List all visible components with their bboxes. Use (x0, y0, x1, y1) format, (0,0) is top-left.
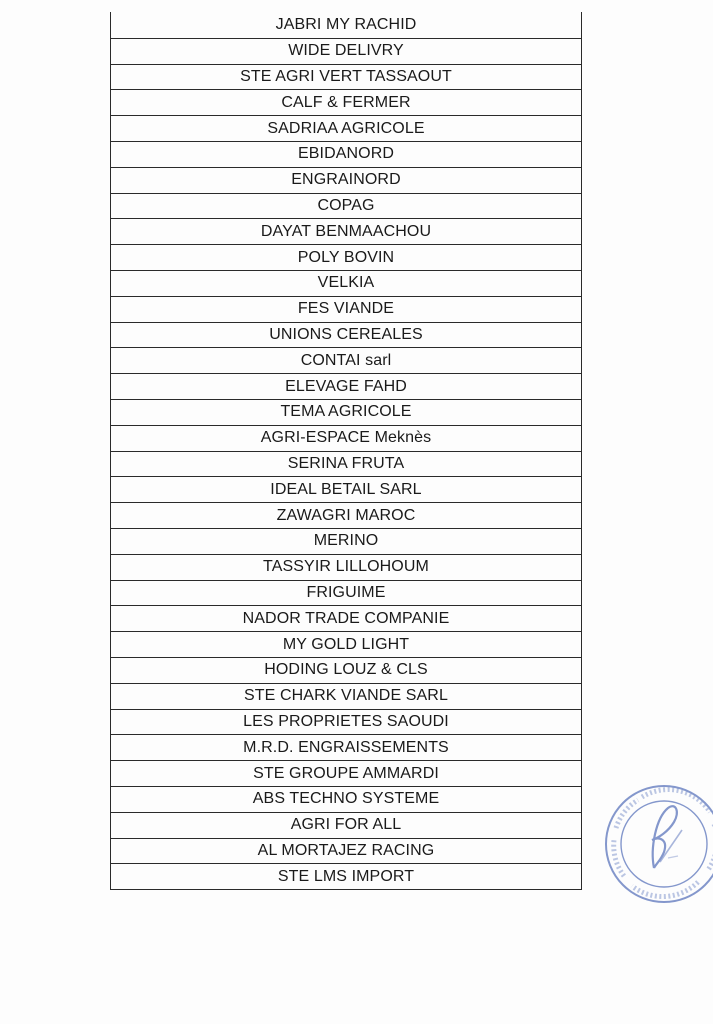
table-row: SERINA FRUTA (111, 451, 581, 477)
table-row: TASSYIR LILLOHOUM (111, 554, 581, 580)
table-row: EBIDANORD (111, 141, 581, 167)
table-row: MERINO (111, 528, 581, 554)
table-row: SADRIAA AGRICOLE (111, 115, 581, 141)
table-row: M.R.D. ENGRAISSEMENTS (111, 734, 581, 760)
table-row: HODING LOUZ & CLS (111, 657, 581, 683)
table-row: CONTAI sarl (111, 347, 581, 373)
table-row: ENGRAINORD (111, 167, 581, 193)
table-row: ABS TECHNO SYSTEME (111, 786, 581, 812)
table-row: VELKIA (111, 270, 581, 296)
table-row: UNIONS CEREALES (111, 322, 581, 348)
table-row: POLY BOVIN (111, 244, 581, 270)
table-row: LES PROPRIETES SAOUDI (111, 709, 581, 735)
table-row: CALF & FERMER (111, 89, 581, 115)
table-row: AGRI-ESPACE Meknès (111, 425, 581, 451)
official-stamp (598, 778, 713, 910)
table-row: DAYAT BENMAACHOU (111, 218, 581, 244)
company-list-table (110, 12, 582, 890)
table-row: MY GOLD LIGHT (111, 631, 581, 657)
table-row: COPAG (111, 193, 581, 219)
table-row: AL MORTAJEZ RACING (111, 838, 581, 864)
table-row: WIDE DELIVRY (111, 38, 581, 64)
table-row: FES VIANDE (111, 296, 581, 322)
table-row: FRIGUIME (111, 580, 581, 606)
table-row: NADOR TRADE COMPANIE (111, 605, 581, 631)
table-row: STE CHARK VIANDE SARL (111, 683, 581, 709)
table-row: ZAWAGRI MAROC (111, 502, 581, 528)
table-row: STE LMS IMPORT (111, 863, 581, 889)
table-row: JABRI MY RACHID (275, 15, 417, 33)
table-row: STE GROUPE AMMARDI (111, 760, 581, 786)
table-row: IDEAL BETAIL SARL (111, 476, 581, 502)
stamp-seal-icon (598, 778, 713, 910)
signature-icon (652, 806, 677, 868)
table-row: TEMA AGRICOLE (111, 399, 581, 425)
table-row: AGRI FOR ALL (111, 812, 581, 838)
table-row: STE AGRI VERT TASSAOUT (111, 64, 581, 90)
table-row: ELEVAGE FAHD (111, 373, 581, 399)
